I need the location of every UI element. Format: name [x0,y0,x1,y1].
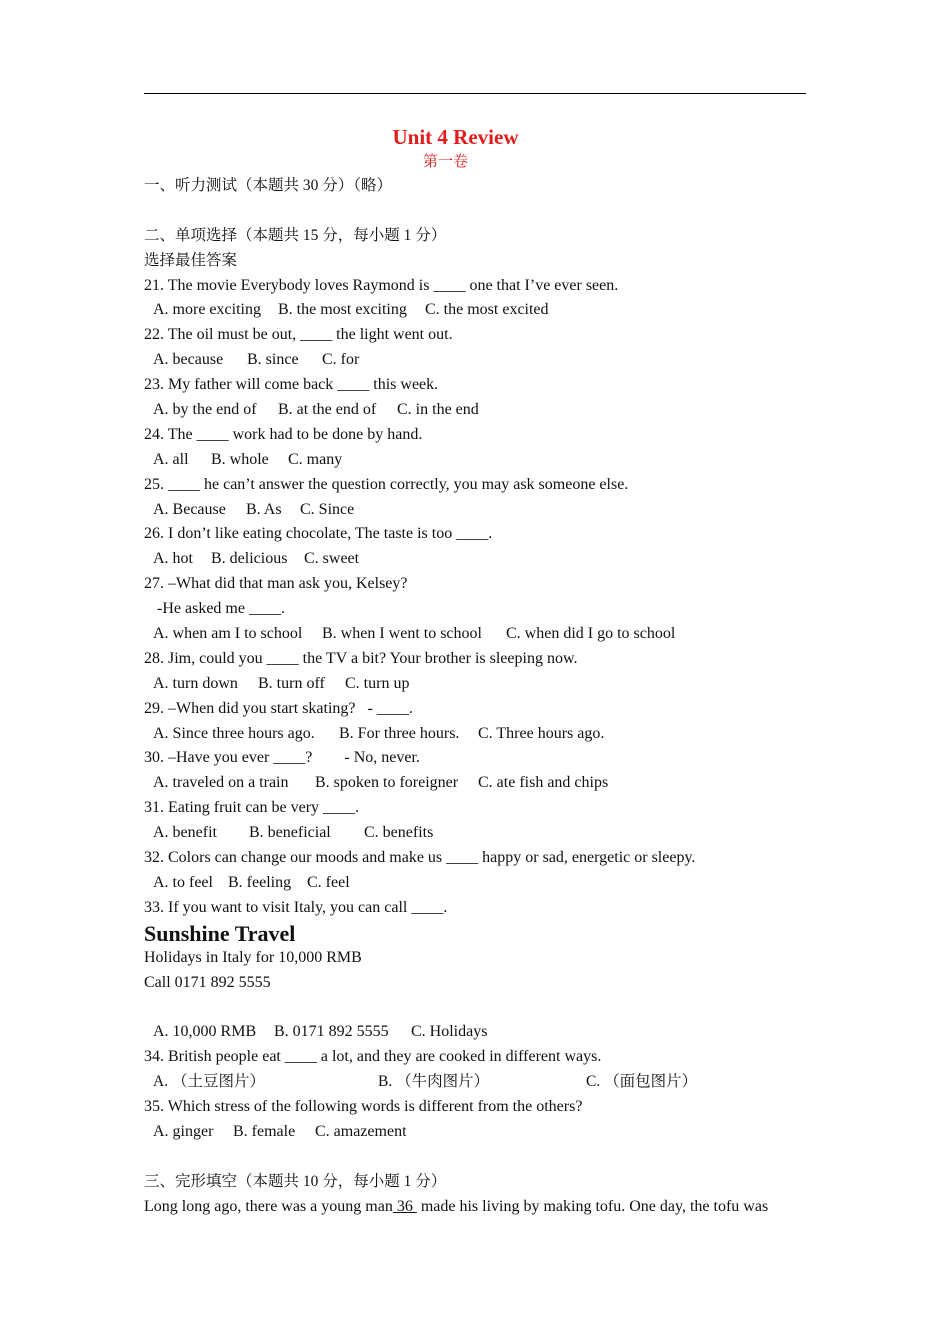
cloze-blank-36: 36 [392,1197,417,1215]
passage-line: Long long ago, there was a young man 36 made his living by making tofu. One day, the tofu was [144,1197,769,1215]
question-options [144,771,824,796]
question-stem: 33. If you want to visit Italy, you can call ____. [144,898,448,916]
question-options [144,298,824,323]
option-b: B. beneficial [249,824,331,842]
option-a: A. benefit [153,824,217,842]
document-body [144,174,824,1220]
question-stem: 31. Eating fruit can be very ____. [144,799,360,817]
option-b: B. since [247,351,299,369]
option-a: A. 10,000 RMB [153,1023,257,1041]
option-b: B. turn off [258,674,325,692]
option-b: B. whole [211,450,269,468]
page-title: Unit 4 Review [392,125,519,149]
question-options [144,821,824,846]
option-a: A. Because [153,500,226,518]
option-a: A. Since three hours ago. [153,724,315,742]
question-options [144,1070,824,1095]
ad-title: Sunshine Travel [144,920,296,946]
question-stem: 35. Which stress of the following words is different from the others? [144,1098,583,1116]
section-single-choice: 二、单项选择（本题共 15 分，每小题 1 分） [144,226,447,244]
question-stem: 25. ____ he can’t answer the question correctly, you may ask someone else. [144,475,629,493]
option-c: C. amazement [315,1122,407,1140]
question-options [144,672,824,697]
option-b: B. spoken to foreigner [315,774,459,792]
option-c: C. benefits [364,824,434,842]
option-b: B. female [233,1122,296,1140]
option-c: C. when did I go to school [506,625,676,643]
question-options [144,498,824,523]
question-options [144,398,824,423]
ad-line: Call 0171 892 5555 [144,973,271,991]
option-c: C. Since [300,500,355,518]
option-c: C. in the end [397,401,479,419]
option-b: B. 0171 892 5555 [274,1023,389,1041]
option-c: C. many [288,450,343,468]
question-stem: 32. Colors can change our moods and make us ____ happy or sad, energetic or sleepy. [144,849,696,867]
question-stem: 30. –Have you ever ____? - No, never. [144,749,420,767]
option-b: B. As [246,500,282,518]
question-options [144,448,824,473]
question-options [144,871,824,896]
section-instruction: 选择最佳答案 [144,251,238,269]
option-c: C. the most excited [425,301,549,319]
option-c: C. sweet [304,550,360,568]
question-options [144,1120,824,1145]
section-listening: 一、听力测试（本题共 30 分）（略） [144,177,393,194]
option-c: C. for [322,351,360,369]
question-stem: 28. Jim, could you ____ the TV a bit? Your brother is sleeping now. [144,649,578,667]
question-options [144,348,824,373]
option-a: A. all [153,450,189,468]
option-b: B. feeling [228,873,292,891]
question-continuation: -He asked me ____. [157,600,285,618]
option-a: A. hot [153,550,193,568]
option-c: C. ate fish and chips [478,774,609,792]
question-list [144,274,824,896]
option-c: C. Three hours ago. [478,724,605,742]
option-a: A. to feel [153,873,213,891]
question-stem: 23. My father will come back ____ this week. [144,376,439,394]
option-b: B. at the end of [278,401,377,419]
option-c: C. turn up [345,674,410,692]
option-b: B. （牛肉图片） [378,1073,490,1091]
question-stem: 27. –What did that man ask you, Kelsey? [144,575,408,593]
question-stem: 29. –When did you start skating? - ____. [144,699,413,717]
option-a: A. traveled on a train [153,774,289,792]
question-stem: 22. The oil must be out, ____ the light went out. [144,326,453,344]
option-b: B. For three hours. [339,724,460,742]
option-b: B. the most exciting [278,301,407,319]
option-a: A. when am I to school [153,625,303,643]
ad-line: Holidays in Italy for 10,000 RMB [144,948,362,966]
question-options [144,547,824,572]
question-stem: 21. The movie Everybody loves Raymond is ____ one that I’ve ever seen. [144,276,619,294]
option-a: A. turn down [153,674,238,692]
option-a: A. by the end of [153,401,257,419]
question-options [144,622,824,647]
question-options [144,722,824,747]
option-b: B. when I went to school [322,625,482,643]
option-b: B. delicious [211,550,288,568]
option-c: C. feel [307,873,350,891]
section-cloze: 三、完形填空（本题共 10 分，每小题 1 分） [144,1172,447,1190]
question-options [144,1020,824,1045]
question-stem: 34. British people eat ____ a lot, and they are cooked in different ways. [144,1048,602,1066]
option-a: A. ginger [153,1122,214,1140]
option-c: C. Holidays [411,1023,488,1041]
option-a: A. more exciting [153,301,261,319]
header-rule [144,93,806,94]
option-a: A. because [153,351,224,369]
question-stem: 24. The ____ work had to be done by hand. [144,425,423,443]
question-stem: 26. I don’t like eating chocolate, The taste is too ____. [144,525,493,543]
option-c: C. （面包图片） [586,1073,698,1091]
page-subtitle: 第一卷 [422,152,468,170]
option-a: A. （土豆图片） [153,1073,265,1091]
